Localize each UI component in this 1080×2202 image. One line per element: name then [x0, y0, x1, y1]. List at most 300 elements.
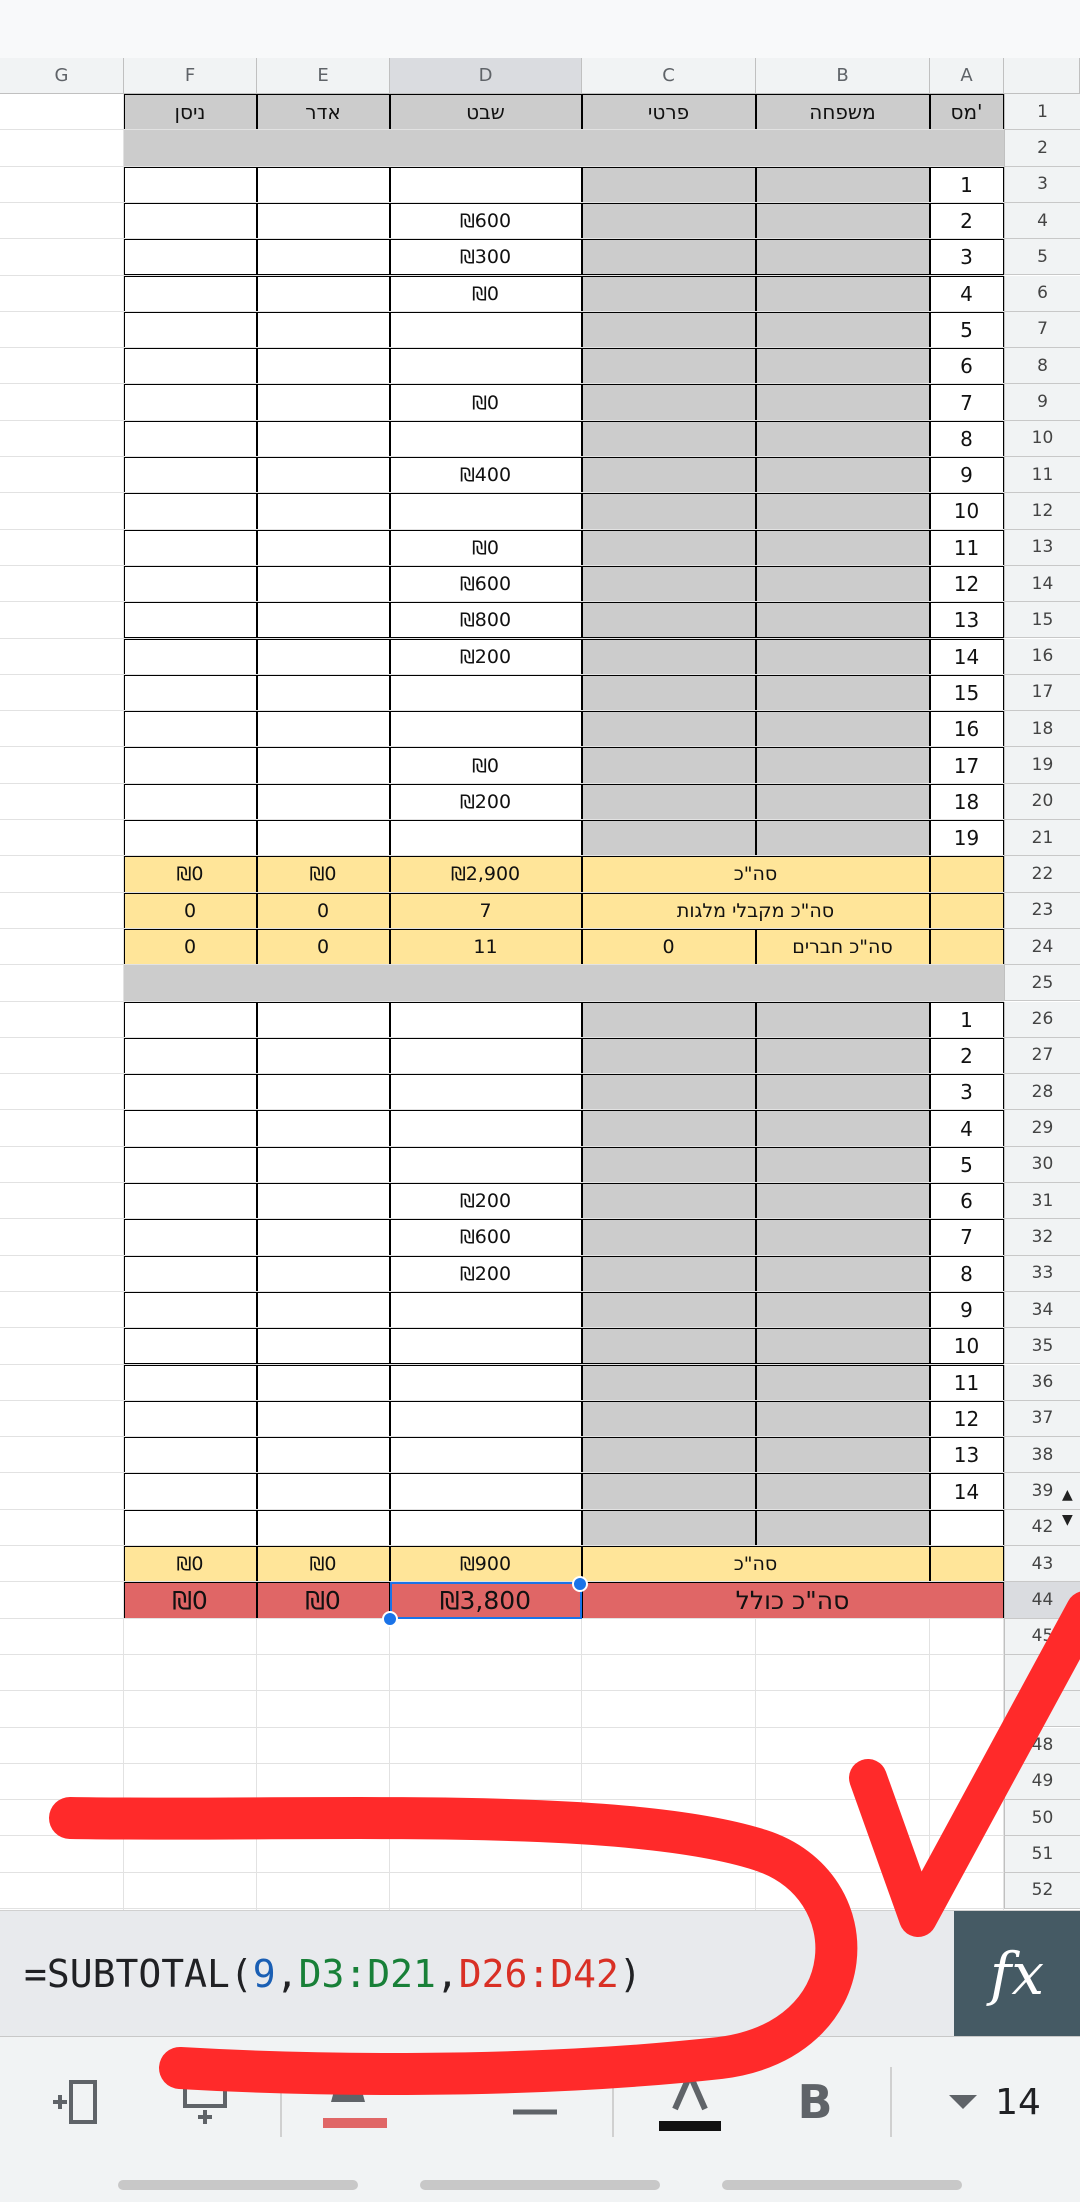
row-header[interactable]: 47 — [1004, 1691, 1080, 1727]
row-header[interactable]: 9 — [1004, 384, 1080, 420]
cell-index[interactable]: 7 — [930, 1219, 1004, 1255]
row-header[interactable]: 33 — [1004, 1256, 1080, 1292]
row-header[interactable]: 30 — [1004, 1147, 1080, 1183]
row-header[interactable]: 26 — [1004, 1002, 1080, 1038]
cell-first-name[interactable] — [582, 1002, 756, 1038]
cell-shevat-amount[interactable] — [390, 1365, 582, 1401]
cell-index[interactable]: 14 — [930, 1473, 1004, 1509]
cell-shevat-amount[interactable] — [390, 820, 582, 856]
cell-family-name[interactable] — [756, 747, 930, 783]
row-header[interactable]: 35 — [1004, 1328, 1080, 1364]
total-adar[interactable]: ₪0 — [257, 856, 390, 892]
cell-first-name[interactable] — [582, 1110, 756, 1146]
selection-handle-bottom[interactable] — [382, 1611, 398, 1627]
cell-family-name[interactable] — [756, 421, 930, 457]
recipients-shevat[interactable]: 7 — [390, 893, 582, 929]
cell-family-name[interactable] — [756, 602, 930, 638]
cell-shevat-amount[interactable] — [390, 1002, 582, 1038]
cell-index[interactable]: 13 — [930, 1437, 1004, 1473]
cell-index[interactable]: 11 — [930, 530, 1004, 566]
cell-nisan-amount[interactable] — [124, 384, 257, 420]
cell-index[interactable]: 15 — [930, 675, 1004, 711]
cell-nisan-amount[interactable] — [124, 1365, 257, 1401]
cell-first-name[interactable] — [582, 203, 756, 239]
cell-nisan-amount[interactable] — [124, 276, 257, 312]
cell-family-name[interactable] — [756, 820, 930, 856]
cell-family-name[interactable] — [756, 493, 930, 529]
cell-index[interactable]: 6 — [930, 1183, 1004, 1219]
row-header[interactable]: 12 — [1004, 493, 1080, 529]
cell-first-name[interactable] — [582, 1147, 756, 1183]
cell-first-name[interactable] — [582, 276, 756, 312]
cell-first-name[interactable] — [582, 747, 756, 783]
cell-family-name[interactable] — [756, 1110, 930, 1146]
row-header[interactable]: 51 — [1004, 1836, 1080, 1872]
recipients-row-blank[interactable] — [930, 893, 1004, 929]
grand-total-adar[interactable]: ₪0 — [257, 1582, 390, 1618]
row-header[interactable]: 32 — [1004, 1219, 1080, 1255]
cell-index[interactable]: 12 — [930, 566, 1004, 602]
cell-first-name[interactable] — [582, 1074, 756, 1110]
cell-shevat-amount[interactable] — [390, 1147, 582, 1183]
recipients-adar[interactable]: 0 — [257, 893, 390, 929]
cell-shevat-amount[interactable] — [390, 1328, 582, 1364]
cell-nisan-amount[interactable] — [124, 1401, 257, 1437]
cell-family-name[interactable] — [756, 1328, 930, 1364]
cell-adar-amount[interactable] — [257, 1328, 390, 1364]
members-row-blank[interactable] — [930, 929, 1004, 965]
cell-adar-amount[interactable] — [257, 1473, 390, 1509]
cell-first-name[interactable] — [582, 784, 756, 820]
row-header[interactable]: 34 — [1004, 1292, 1080, 1328]
cell-index[interactable]: 8 — [930, 1256, 1004, 1292]
cell-adar-amount[interactable] — [257, 384, 390, 420]
cell-nisan-amount[interactable] — [124, 348, 257, 384]
cell-shevat-amount[interactable] — [390, 1437, 582, 1473]
cell-family-name[interactable] — [756, 1038, 930, 1074]
column-header-e[interactable]: E — [257, 58, 390, 94]
row-header[interactable]: 1 — [1004, 94, 1080, 130]
cell-index[interactable]: 5 — [930, 312, 1004, 348]
members-adar[interactable]: 0 — [257, 929, 390, 965]
cell-nisan-amount[interactable] — [124, 457, 257, 493]
scroll-down-icon[interactable]: ▼ — [1062, 1511, 1073, 1528]
row-header[interactable]: 7 — [1004, 312, 1080, 348]
cell-family-name[interactable] — [756, 1074, 930, 1110]
row-header[interactable]: 42 — [1004, 1510, 1080, 1546]
cell-first-name[interactable] — [582, 675, 756, 711]
cell-family-name[interactable] — [756, 1002, 930, 1038]
cell-first-name[interactable] — [582, 566, 756, 602]
cell-index[interactable]: 3 — [930, 239, 1004, 275]
row-header[interactable]: 17 — [1004, 675, 1080, 711]
cell-nisan-amount[interactable] — [124, 639, 257, 675]
insert-row-icon[interactable] — [170, 2037, 240, 2167]
cell-adar-amount[interactable] — [257, 1002, 390, 1038]
row-header[interactable]: 45 — [1004, 1619, 1080, 1655]
cell-nisan-amount[interactable] — [124, 493, 257, 529]
cell-index[interactable]: 5 — [930, 1147, 1004, 1183]
cell-first-name[interactable] — [582, 1401, 756, 1437]
row-header[interactable]: 11 — [1004, 457, 1080, 493]
cell-index[interactable]: 10 — [930, 1328, 1004, 1364]
column-header-f[interactable]: F — [124, 58, 257, 94]
cell-adar-amount[interactable] — [257, 675, 390, 711]
cell-index[interactable]: 10 — [930, 493, 1004, 529]
cell-index[interactable]: 4 — [930, 276, 1004, 312]
row-header[interactable]: 28 — [1004, 1074, 1080, 1110]
cell-nisan-amount[interactable] — [124, 566, 257, 602]
cell-family-name[interactable] — [756, 1183, 930, 1219]
cell-index[interactable]: 8 — [930, 421, 1004, 457]
cell-shevat-amount[interactable] — [390, 421, 582, 457]
scroll-up-icon[interactable]: ▲ — [1062, 1487, 1073, 1504]
cell-shevat-amount[interactable] — [390, 1401, 582, 1437]
cell-family-name[interactable] — [756, 1365, 930, 1401]
cell-family-name[interactable] — [756, 384, 930, 420]
cell-shevat-amount[interactable] — [390, 1074, 582, 1110]
separator-row[interactable] — [124, 130, 1004, 166]
cell-shevat-amount[interactable] — [390, 1292, 582, 1328]
members-shevat[interactable]: 11 — [390, 929, 582, 965]
row-header[interactable]: 5 — [1004, 239, 1080, 275]
row-header[interactable]: 4 — [1004, 203, 1080, 239]
cell-nisan-amount[interactable] — [124, 239, 257, 275]
cell-index[interactable]: 3 — [930, 1074, 1004, 1110]
cell-adar-amount[interactable] — [257, 1147, 390, 1183]
cell-family-name[interactable] — [756, 167, 930, 203]
row-header[interactable]: 39 — [1004, 1473, 1080, 1509]
row-header[interactable]: 18 — [1004, 711, 1080, 747]
cell-family-name[interactable] — [756, 1401, 930, 1437]
cell-adar-amount[interactable] — [257, 203, 390, 239]
cell-family-name[interactable] — [756, 1256, 930, 1292]
row-header[interactable]: 14 — [1004, 566, 1080, 602]
cell-adar-amount[interactable] — [257, 457, 390, 493]
cell-family-name[interactable] — [756, 1219, 930, 1255]
cell-first-name[interactable] — [582, 1292, 756, 1328]
cell-family-name[interactable] — [756, 1292, 930, 1328]
cell-nisan-amount[interactable] — [124, 1110, 257, 1146]
header-cell-adar[interactable]: אדר — [257, 94, 390, 130]
cell-shevat-amount[interactable] — [390, 1110, 582, 1146]
cell-adar-amount[interactable] — [257, 747, 390, 783]
cell-first-name[interactable] — [582, 384, 756, 420]
cell-family-name[interactable] — [756, 784, 930, 820]
cell-adar-amount[interactable] — [257, 1110, 390, 1146]
row-header[interactable]: 29 — [1004, 1110, 1080, 1146]
cell-first-name[interactable] — [582, 711, 756, 747]
row-header[interactable]: 16 — [1004, 639, 1080, 675]
row-header[interactable]: 24 — [1004, 929, 1080, 965]
cell-shevat-amount[interactable]: ₪0 — [390, 747, 582, 783]
cell-index[interactable]: 2 — [930, 203, 1004, 239]
cell-first-name[interactable] — [582, 1510, 756, 1546]
cell-shevat-amount[interactable] — [390, 1038, 582, 1074]
row-header[interactable]: 23 — [1004, 893, 1080, 929]
row-header[interactable]: 48 — [1004, 1728, 1080, 1764]
cell-first-name[interactable] — [582, 348, 756, 384]
cell-shevat-amount[interactable]: ₪600 — [390, 203, 582, 239]
cell-family-name[interactable] — [756, 312, 930, 348]
total-row-blank[interactable] — [930, 856, 1004, 892]
cell-adar-amount[interactable] — [257, 421, 390, 457]
cell-nisan-amount[interactable] — [124, 1183, 257, 1219]
cell-adar-amount[interactable] — [257, 1437, 390, 1473]
cell-nisan-amount[interactable] — [124, 1038, 257, 1074]
recipients-label[interactable]: סה"כ מקבלי מלגות — [582, 893, 930, 929]
cell-adar-amount[interactable] — [257, 1038, 390, 1074]
row-header[interactable]: 19 — [1004, 747, 1080, 783]
cell-index[interactable]: 12 — [930, 1401, 1004, 1437]
cell-first-name[interactable] — [582, 1365, 756, 1401]
total-label[interactable]: סה"כ — [582, 856, 930, 892]
row-header[interactable]: 8 — [1004, 348, 1080, 384]
cell-nisan-amount[interactable] — [124, 1074, 257, 1110]
cell-first-name[interactable] — [582, 1183, 756, 1219]
row-header[interactable]: 44 — [1004, 1582, 1080, 1618]
cell-nisan-amount[interactable] — [124, 167, 257, 203]
cell-shevat-amount[interactable]: ₪200 — [390, 639, 582, 675]
cell-adar-amount[interactable] — [257, 566, 390, 602]
cell-shevat-amount[interactable]: ₪600 — [390, 1219, 582, 1255]
cell-index[interactable]: 19 — [930, 820, 1004, 856]
fill-color-icon[interactable] — [320, 2037, 390, 2167]
column-header-c[interactable]: C — [582, 58, 756, 94]
cell-adar-amount[interactable] — [257, 784, 390, 820]
cell-family-name[interactable] — [756, 1510, 930, 1546]
cell-first-name[interactable] — [582, 1219, 756, 1255]
cell-first-name[interactable] — [582, 493, 756, 529]
cell-shevat-amount[interactable]: ₪0 — [390, 384, 582, 420]
cell-adar-amount[interactable] — [257, 1292, 390, 1328]
cell-nisan-amount[interactable] — [124, 1328, 257, 1364]
cell-nisan-amount[interactable] — [124, 203, 257, 239]
cell-adar-amount[interactable] — [257, 276, 390, 312]
font-size-dropdown[interactable] — [930, 2037, 1060, 2167]
cell-shevat-amount[interactable]: ₪800 — [390, 602, 582, 638]
cell-nisan-amount[interactable] — [124, 1473, 257, 1509]
members-nisan[interactable]: 0 — [124, 929, 257, 965]
formula-bar[interactable] — [0, 1910, 1080, 2037]
row-header[interactable]: 2 — [1004, 130, 1080, 166]
cell-first-name[interactable] — [582, 530, 756, 566]
cell-nisan-amount[interactable] — [124, 747, 257, 783]
cell-shevat-amount[interactable] — [390, 167, 582, 203]
cell-adar-amount[interactable] — [257, 820, 390, 856]
total-row-blank[interactable] — [930, 1546, 1004, 1582]
cell-family-name[interactable] — [756, 1437, 930, 1473]
cell-family-name[interactable] — [756, 675, 930, 711]
header-cell-shevat[interactable]: שבט — [390, 94, 582, 130]
cell-nisan-amount[interactable] — [124, 711, 257, 747]
header-cell-number[interactable]: מס' — [930, 94, 1004, 130]
cell-shevat-amount[interactable]: ₪0 — [390, 276, 582, 312]
total-nisan[interactable]: ₪0 — [124, 856, 257, 892]
spreadsheet-grid[interactable] — [0, 58, 1080, 1910]
cell-nisan-amount[interactable] — [124, 1256, 257, 1292]
cell-nisan-amount[interactable] — [124, 1002, 257, 1038]
row-header[interactable]: 10 — [1004, 421, 1080, 457]
cell-nisan-amount[interactable] — [124, 421, 257, 457]
column-header-b[interactable]: B — [756, 58, 930, 94]
cell-index[interactable]: 1 — [930, 167, 1004, 203]
cell-adar-amount[interactable] — [257, 530, 390, 566]
cell-shevat-amount[interactable] — [390, 348, 582, 384]
row-header[interactable]: 6 — [1004, 276, 1080, 312]
cell-index[interactable]: 18 — [930, 784, 1004, 820]
row-header[interactable]: 43 — [1004, 1546, 1080, 1582]
row-header[interactable]: 37 — [1004, 1401, 1080, 1437]
cell-index[interactable]: 6 — [930, 348, 1004, 384]
cell-first-name[interactable] — [582, 239, 756, 275]
cell-index[interactable]: 17 — [930, 747, 1004, 783]
cell-adar-amount[interactable] — [257, 639, 390, 675]
header-cell-nisan[interactable]: ניסן — [124, 94, 257, 130]
cell-first-name[interactable] — [582, 1256, 756, 1292]
cell-nisan-amount[interactable] — [124, 820, 257, 856]
header-cell-first-name[interactable]: פרטי — [582, 94, 756, 130]
cell-adar-amount[interactable] — [257, 1365, 390, 1401]
row-header[interactable]: 46 — [1004, 1655, 1080, 1691]
header-cell-family[interactable]: משפחה — [756, 94, 930, 130]
cell-index[interactable]: 7 — [930, 384, 1004, 420]
cell-shevat-amount[interactable]: ₪200 — [390, 1256, 582, 1292]
cell-index[interactable]: 9 — [930, 457, 1004, 493]
row-header[interactable]: 49 — [1004, 1764, 1080, 1800]
cell-shevat-amount[interactable]: ₪200 — [390, 784, 582, 820]
cell-family-name[interactable] — [756, 276, 930, 312]
row-header[interactable]: 31 — [1004, 1183, 1080, 1219]
cell-adar-amount[interactable] — [257, 239, 390, 275]
cell-adar-amount[interactable] — [257, 1219, 390, 1255]
cell-family-name[interactable] — [756, 203, 930, 239]
row-header[interactable]: 3 — [1004, 167, 1080, 203]
row-header[interactable]: 36 — [1004, 1365, 1080, 1401]
cell-family-name[interactable] — [756, 239, 930, 275]
cell-adar-amount[interactable] — [257, 493, 390, 529]
grand-total-shevat[interactable]: ₪3,800 — [390, 1582, 582, 1618]
cell-adar-amount[interactable] — [257, 312, 390, 348]
cell-first-name[interactable] — [582, 820, 756, 856]
cell-nisan-amount[interactable] — [124, 1510, 257, 1546]
cell-nisan-amount[interactable] — [124, 1147, 257, 1183]
cell-nisan-amount[interactable] — [124, 1437, 257, 1473]
cell-adar-amount[interactable] — [257, 1183, 390, 1219]
cell-shevat-amount[interactable]: ₪300 — [390, 239, 582, 275]
row-header[interactable]: 38 — [1004, 1437, 1080, 1473]
cell-shevat-amount[interactable] — [390, 493, 582, 529]
cell-first-name[interactable] — [582, 1328, 756, 1364]
cell-first-name[interactable] — [582, 312, 756, 348]
cell-index[interactable]: 11 — [930, 1365, 1004, 1401]
total-shevat[interactable]: ₪900 — [390, 1546, 582, 1582]
cell-first-name[interactable] — [582, 602, 756, 638]
text-color-icon[interactable] — [650, 2037, 730, 2167]
total-label[interactable]: סה"כ — [582, 1546, 930, 1582]
column-header-g[interactable]: G — [0, 58, 124, 94]
cell-first-name[interactable] — [582, 639, 756, 675]
column-header-a[interactable]: A — [930, 58, 1004, 94]
cell-family-name[interactable] — [756, 639, 930, 675]
insert-column-icon[interactable] — [40, 2037, 110, 2167]
cell-adar-amount[interactable] — [257, 602, 390, 638]
grand-total-nisan[interactable]: ₪0 — [124, 1582, 257, 1618]
cell-shevat-amount[interactable] — [390, 675, 582, 711]
cell-shevat-amount[interactable] — [390, 1510, 582, 1546]
cell-nisan-amount[interactable] — [124, 1219, 257, 1255]
cell-index[interactable]: 1 — [930, 1002, 1004, 1038]
cell-shevat-amount[interactable]: ₪600 — [390, 566, 582, 602]
cell-index[interactable]: 13 — [930, 602, 1004, 638]
row-header[interactable]: 15 — [1004, 602, 1080, 638]
members-label[interactable]: סה"כ חברים — [756, 929, 930, 965]
cell-nisan-amount[interactable] — [124, 675, 257, 711]
grand-total-label[interactable]: סה"כ כולל — [582, 1582, 1004, 1618]
cell-nisan-amount[interactable] — [124, 530, 257, 566]
cell-adar-amount[interactable] — [257, 711, 390, 747]
cell-shevat-amount[interactable]: ₪200 — [390, 1183, 582, 1219]
row-header[interactable]: 50 — [1004, 1800, 1080, 1836]
cell-adar-amount[interactable] — [257, 1074, 390, 1110]
cell-first-name[interactable] — [582, 421, 756, 457]
cell-adar-amount[interactable] — [257, 1256, 390, 1292]
formula-text[interactable] — [24, 1911, 642, 2037]
cell-nisan-amount[interactable] — [124, 602, 257, 638]
cell-index[interactable] — [930, 1510, 1004, 1546]
bold-icon[interactable] — [780, 2037, 850, 2167]
select-all-corner[interactable] — [1004, 58, 1080, 94]
cell-first-name[interactable] — [582, 1473, 756, 1509]
cell-adar-amount[interactable] — [257, 1401, 390, 1437]
row-header[interactable]: 27 — [1004, 1038, 1080, 1074]
row-header[interactable]: 52 — [1004, 1873, 1080, 1909]
row-header[interactable]: 20 — [1004, 784, 1080, 820]
cell-adar-amount[interactable] — [257, 348, 390, 384]
cell-shevat-amount[interactable] — [390, 711, 582, 747]
row-header[interactable]: 25 — [1004, 965, 1080, 1001]
members-first-name[interactable]: 0 — [582, 929, 756, 965]
separator-row[interactable] — [124, 965, 1004, 1001]
borders-icon[interactable] — [500, 2037, 570, 2167]
cell-family-name[interactable] — [756, 457, 930, 493]
cell-nisan-amount[interactable] — [124, 312, 257, 348]
cell-family-name[interactable] — [756, 348, 930, 384]
fx-icon[interactable] — [954, 1911, 1080, 2037]
cell-first-name[interactable] — [582, 457, 756, 493]
cell-adar-amount[interactable] — [257, 1510, 390, 1546]
cell-family-name[interactable] — [756, 530, 930, 566]
cell-index[interactable]: 14 — [930, 639, 1004, 675]
cell-shevat-amount[interactable]: ₪400 — [390, 457, 582, 493]
cell-adar-amount[interactable] — [257, 167, 390, 203]
total-adar[interactable]: ₪0 — [257, 1546, 390, 1582]
cell-first-name[interactable] — [582, 1437, 756, 1473]
recipients-nisan[interactable]: 0 — [124, 893, 257, 929]
cell-index[interactable]: 4 — [930, 1110, 1004, 1146]
cell-shevat-amount[interactable] — [390, 312, 582, 348]
total-shevat[interactable]: ₪2,900 — [390, 856, 582, 892]
row-header[interactable]: 22 — [1004, 856, 1080, 892]
cell-family-name[interactable] — [756, 566, 930, 602]
cell-first-name[interactable] — [582, 1038, 756, 1074]
column-header-d[interactable]: D — [390, 58, 582, 94]
cell-index[interactable]: 2 — [930, 1038, 1004, 1074]
cell-family-name[interactable] — [756, 1147, 930, 1183]
cell-index[interactable]: 16 — [930, 711, 1004, 747]
total-nisan[interactable]: ₪0 — [124, 1546, 257, 1582]
cell-shevat-amount[interactable] — [390, 1473, 582, 1509]
